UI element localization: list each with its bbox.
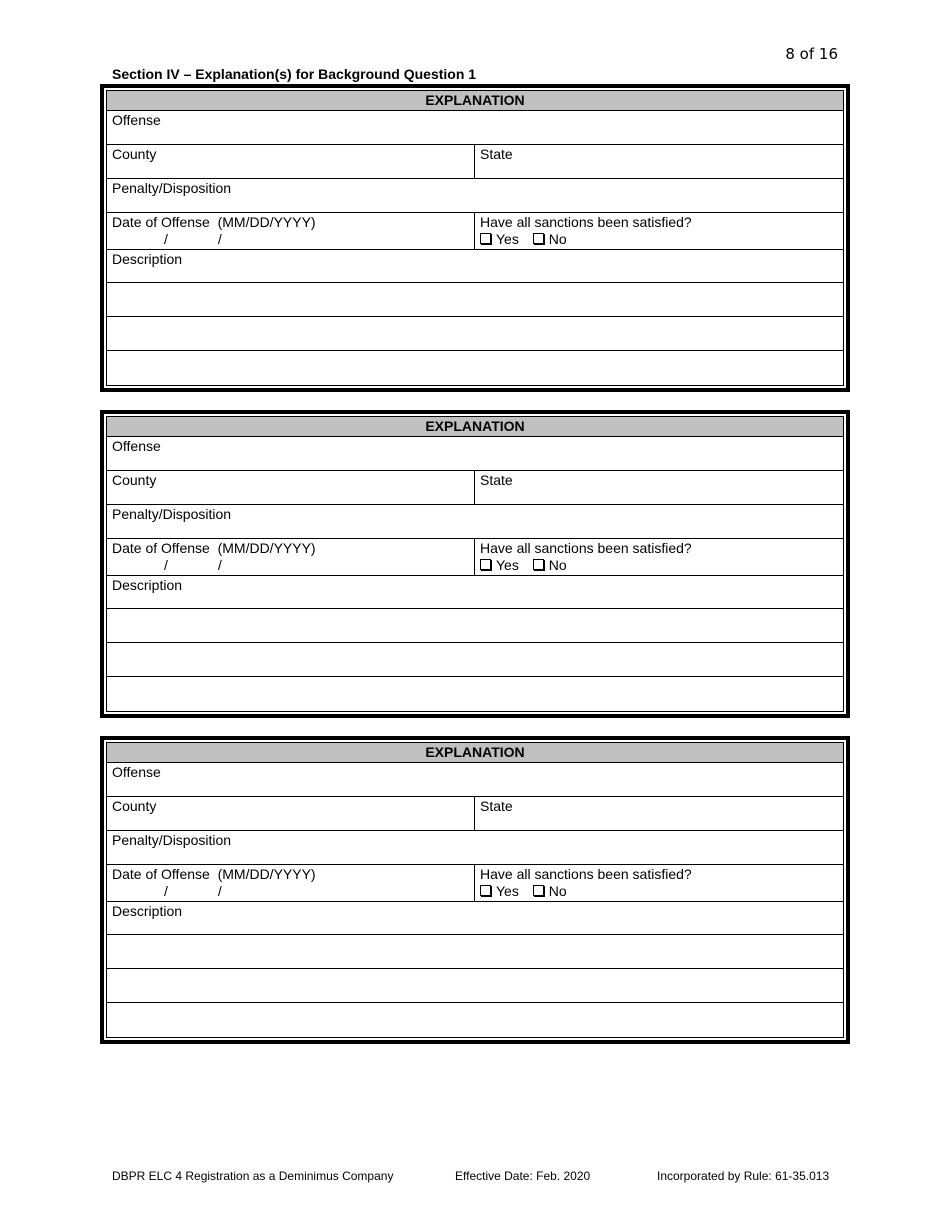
date-separator: / <box>217 556 222 573</box>
explanation-header: EXPLANATION <box>107 417 843 437</box>
no-option[interactable] <box>533 557 567 573</box>
yes-option[interactable] <box>480 883 519 899</box>
date-of-offense-field[interactable] <box>107 213 475 249</box>
page-footer <box>112 1169 836 1183</box>
description-label: Description <box>112 902 183 919</box>
state-field[interactable] <box>475 471 843 504</box>
county-field[interactable] <box>107 797 475 830</box>
explanation-block-1 <box>100 84 850 392</box>
offense-field[interactable] <box>107 437 843 470</box>
description-label: Description <box>112 576 183 593</box>
yes-label: Yes <box>496 556 519 573</box>
page-number: 8 of 16 <box>785 45 838 63</box>
state-field[interactable] <box>475 797 843 830</box>
explanation-header: EXPLANATION <box>107 743 843 763</box>
description-line[interactable] <box>107 283 843 316</box>
footer-effective-date: Effective Date: Feb. 2020 <box>455 1169 591 1183</box>
sanctions-field <box>475 865 843 901</box>
date-separator: / <box>217 882 222 899</box>
county-field[interactable] <box>107 471 475 504</box>
sanctions-label: Have all sanctions been satisfied? <box>480 213 692 230</box>
date-of-offense-label: Date of Offense (MM/DD/YYYY) <box>112 539 316 556</box>
date-of-offense-field[interactable] <box>107 539 475 575</box>
description-line[interactable] <box>107 609 843 642</box>
county-label: County <box>112 797 157 814</box>
description-line[interactable] <box>107 317 843 350</box>
explanation-header: EXPLANATION <box>107 91 843 111</box>
footer-form-name: DBPR ELC 4 Registration as a Deminimus Company <box>112 1169 394 1183</box>
offense-field[interactable] <box>107 763 843 796</box>
checkbox-icon[interactable] <box>533 559 544 570</box>
date-separator: / <box>164 556 168 573</box>
section-title: Section IV – Explanation(s) for Background Question 1 <box>112 66 477 82</box>
penalty-label: Penalty/Disposition <box>112 831 232 848</box>
offense-label: Offense <box>112 111 161 128</box>
state-field[interactable] <box>475 145 843 178</box>
county-label: County <box>112 471 157 488</box>
penalty-label: Penalty/Disposition <box>112 505 232 522</box>
date-of-offense-label: Date of Offense (MM/DD/YYYY) <box>112 865 316 882</box>
footer-rule: Incorporated by Rule: 61-35.013 <box>657 1169 830 1183</box>
description-line[interactable] <box>107 1003 843 1037</box>
description-field[interactable] <box>107 902 843 935</box>
description-line[interactable] <box>107 351 843 385</box>
description-field[interactable] <box>107 250 843 283</box>
date-of-offense-field[interactable] <box>107 865 475 901</box>
penalty-field[interactable] <box>107 831 843 864</box>
sanctions-label: Have all sanctions been satisfied? <box>480 539 692 556</box>
offense-label: Offense <box>112 763 161 780</box>
description-field[interactable] <box>107 576 843 609</box>
no-option[interactable] <box>533 883 567 899</box>
penalty-field[interactable] <box>107 179 843 212</box>
county-field[interactable] <box>107 145 475 178</box>
yes-label: Yes <box>496 882 519 899</box>
no-label: No <box>548 230 567 247</box>
penalty-label: Penalty/Disposition <box>112 179 232 196</box>
date-separator: / <box>217 230 222 247</box>
explanation-block-2 <box>100 410 850 718</box>
description-line[interactable] <box>107 969 843 1002</box>
offense-field[interactable] <box>107 111 843 144</box>
sanctions-label: Have all sanctions been satisfied? <box>480 865 692 882</box>
date-separator: / <box>164 230 168 247</box>
county-label: County <box>112 145 157 162</box>
yes-option[interactable] <box>480 557 519 573</box>
state-label: State <box>480 471 513 488</box>
yes-option[interactable] <box>480 231 519 247</box>
date-of-offense-label: Date of Offense (MM/DD/YYYY) <box>112 213 316 230</box>
checkbox-icon[interactable] <box>480 559 491 570</box>
checkbox-icon[interactable] <box>533 233 544 244</box>
description-line[interactable] <box>107 643 843 676</box>
checkbox-icon[interactable] <box>533 885 544 896</box>
state-label: State <box>480 797 513 814</box>
checkbox-icon[interactable] <box>480 233 491 244</box>
description-line[interactable] <box>107 935 843 968</box>
description-line[interactable] <box>107 677 843 711</box>
sanctions-field <box>475 539 843 575</box>
no-label: No <box>548 882 567 899</box>
explanation-block-3 <box>100 736 850 1044</box>
yes-label: Yes <box>496 230 519 247</box>
no-option[interactable] <box>533 231 567 247</box>
offense-label: Offense <box>112 437 161 454</box>
no-label: No <box>548 556 567 573</box>
description-label: Description <box>112 250 183 267</box>
state-label: State <box>480 145 513 162</box>
penalty-field[interactable] <box>107 505 843 538</box>
sanctions-field <box>475 213 843 249</box>
date-separator: / <box>164 882 168 899</box>
checkbox-icon[interactable] <box>480 885 491 896</box>
